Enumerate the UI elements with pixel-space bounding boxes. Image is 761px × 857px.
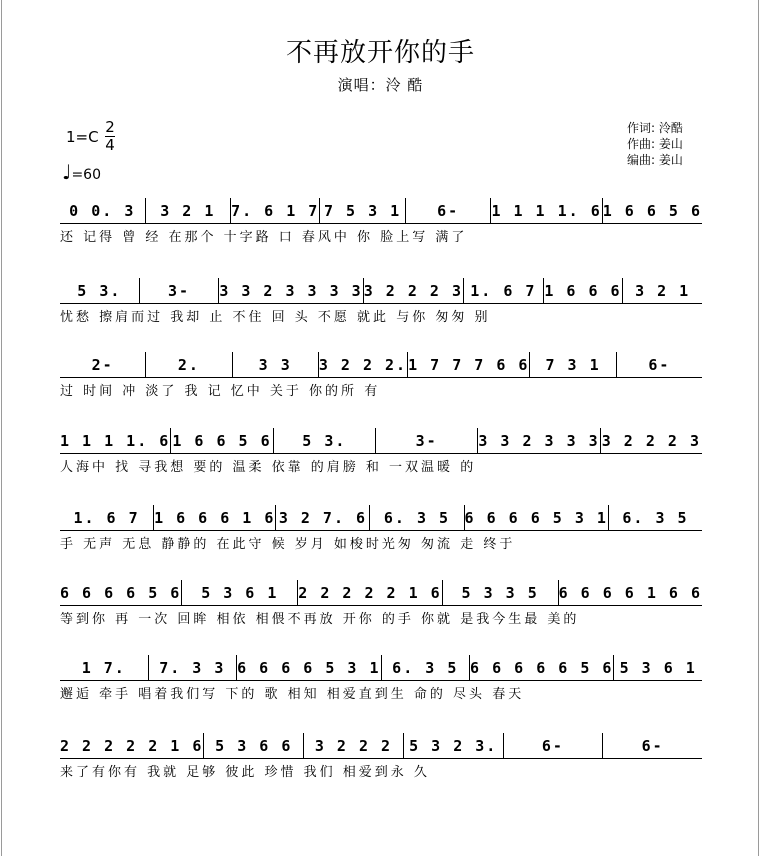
time-sig-bottom: 4	[105, 136, 115, 154]
measure: 7 5 3 1	[320, 198, 406, 224]
measure-sequence	[60, 428, 702, 454]
measure: 3 3	[233, 352, 319, 378]
lyrics-line: 忧愁 擦肩而过 我却 止 不住 回 头 不愿 就此 与你 匆匆 别	[60, 310, 491, 325]
measure: 6 6 6 6 6 5 6	[470, 655, 614, 681]
measure: 5 3.	[274, 428, 376, 454]
measure: 7 3 1	[530, 352, 616, 378]
measure: 3 3 2 3 3 3 3	[219, 278, 363, 304]
measure: 5 3 3 5	[443, 580, 559, 606]
measure: 6-	[641, 737, 664, 755]
measure: 1 6 6 6 1 6	[154, 505, 276, 531]
measure: 3-	[140, 278, 220, 304]
key-signature: 1=C	[66, 128, 99, 146]
measure: 1 6 6 5 6	[602, 202, 703, 220]
score-row	[60, 278, 702, 325]
composer-credit: 作曲: 姜山	[627, 137, 683, 151]
measure: 1. 6 7	[464, 278, 544, 304]
measure-sequence	[60, 733, 702, 759]
measure: 6. 3 5	[382, 655, 471, 681]
measure: 3-	[376, 428, 478, 454]
singer-line: 演唱：泠 酷	[337, 76, 424, 94]
measure: 1 1 1 1. 6	[491, 198, 602, 224]
measure: 5 3 6 1	[619, 659, 697, 677]
quarter-note-icon: ♩	[62, 160, 72, 184]
lyrics-line: 等到你 再 一次 回眸 相依 相偎不再放 开你 的手 你就 是我今生最 美的	[60, 612, 580, 627]
lyrics-line: 邂逅 牵手 唱着我们写 下的 歌 相知 相爱直到生 命的 尽头 春天	[60, 687, 525, 702]
measure: 3 2 7. 6	[276, 505, 370, 531]
measure: 6 6 6 6 5 3 1	[237, 655, 381, 681]
measure: 2-	[60, 352, 146, 378]
measure: 3 2 2 2 3	[601, 432, 701, 450]
lyrics-line: 手 无声 无息 静静的 在此守 候 岁月 如梭时光匆 匆流 走 终于	[60, 537, 516, 552]
lyrics-line: 人海中 找 寻我想 要的 温柔 依靠 的肩膀 和 一双温暖 的	[60, 460, 477, 475]
lyricist-credit: 作词: 泠酷	[627, 121, 683, 135]
measure: 3 2 2 2 3	[364, 278, 464, 304]
measure: 7. 3 3	[149, 655, 238, 681]
score-row	[60, 733, 702, 780]
measure: 0 0. 3	[60, 198, 146, 224]
measure: 1 1 1 1. 6	[60, 428, 171, 454]
measure-sequence	[60, 278, 702, 304]
measure-sequence	[60, 352, 702, 378]
measure: 7. 6 1 7	[231, 198, 320, 224]
score-row	[60, 505, 702, 552]
measure: 6 6 6 6 5 6	[60, 580, 182, 606]
score-row	[60, 655, 702, 702]
lyrics-line: 来了有你有 我就 足够 彼此 珍惜 我们 相爱到永 久	[60, 765, 430, 780]
measure: 1 6 6 5 6	[171, 428, 273, 454]
measure: 2 2 2 2 2 1 6	[298, 580, 442, 606]
measure: 5 3.	[60, 278, 140, 304]
lyrics-line: 还 记得 曾 经 在那个 十字路 口 春风中 你 脸上写 满了	[60, 230, 468, 245]
measure: 6. 3 5	[622, 509, 689, 527]
measure: 1 6 6 6	[544, 278, 624, 304]
lyrics-line: 过 时间 冲 淡了 我 记 忆中 关于 你的所 有	[60, 384, 381, 399]
time-signature	[105, 120, 115, 153]
score-row	[60, 198, 703, 245]
tempo-marking: ♩=60	[62, 160, 101, 184]
measure: 5 3 2 3.	[404, 733, 504, 759]
arranger-credit: 编曲: 姜山	[627, 153, 683, 167]
measure-sequence	[60, 505, 702, 531]
measure: 3 2 1	[635, 282, 691, 300]
credits	[627, 120, 683, 168]
measure: 6-	[648, 356, 671, 374]
measure: 3 3 2 3 3 3	[478, 428, 600, 454]
measure-sequence	[60, 198, 702, 224]
score-row	[60, 580, 702, 627]
measure: 1 7.	[60, 655, 149, 681]
time-sig-top: 2	[105, 118, 115, 136]
measure: 6 6 6 6 5 3 1	[465, 505, 609, 531]
measure: 2 2 2 2 2 1 6	[60, 733, 204, 759]
measure: 5 3 6 6	[204, 733, 304, 759]
song-title: 不再放开你的手	[285, 38, 475, 68]
measure: 3 2 1	[146, 198, 232, 224]
measure-sequence	[60, 580, 702, 606]
measure: 6 6 6 6 1 6 6	[558, 584, 702, 602]
measure: 6. 3 5	[370, 505, 464, 531]
measure: 1. 6 7	[60, 505, 154, 531]
measure: 3 2 2 2.	[319, 352, 408, 378]
score-row	[60, 428, 702, 475]
score-row	[60, 352, 702, 399]
measure: 1 7 7 7 6 6	[408, 352, 530, 378]
measure: 5 3 6 1	[182, 580, 298, 606]
measure: 6-	[406, 198, 492, 224]
measure: 3 2 2 2	[304, 733, 404, 759]
measure-sequence	[60, 655, 702, 681]
measure: 2.	[146, 352, 232, 378]
measure: 6-	[504, 733, 604, 759]
